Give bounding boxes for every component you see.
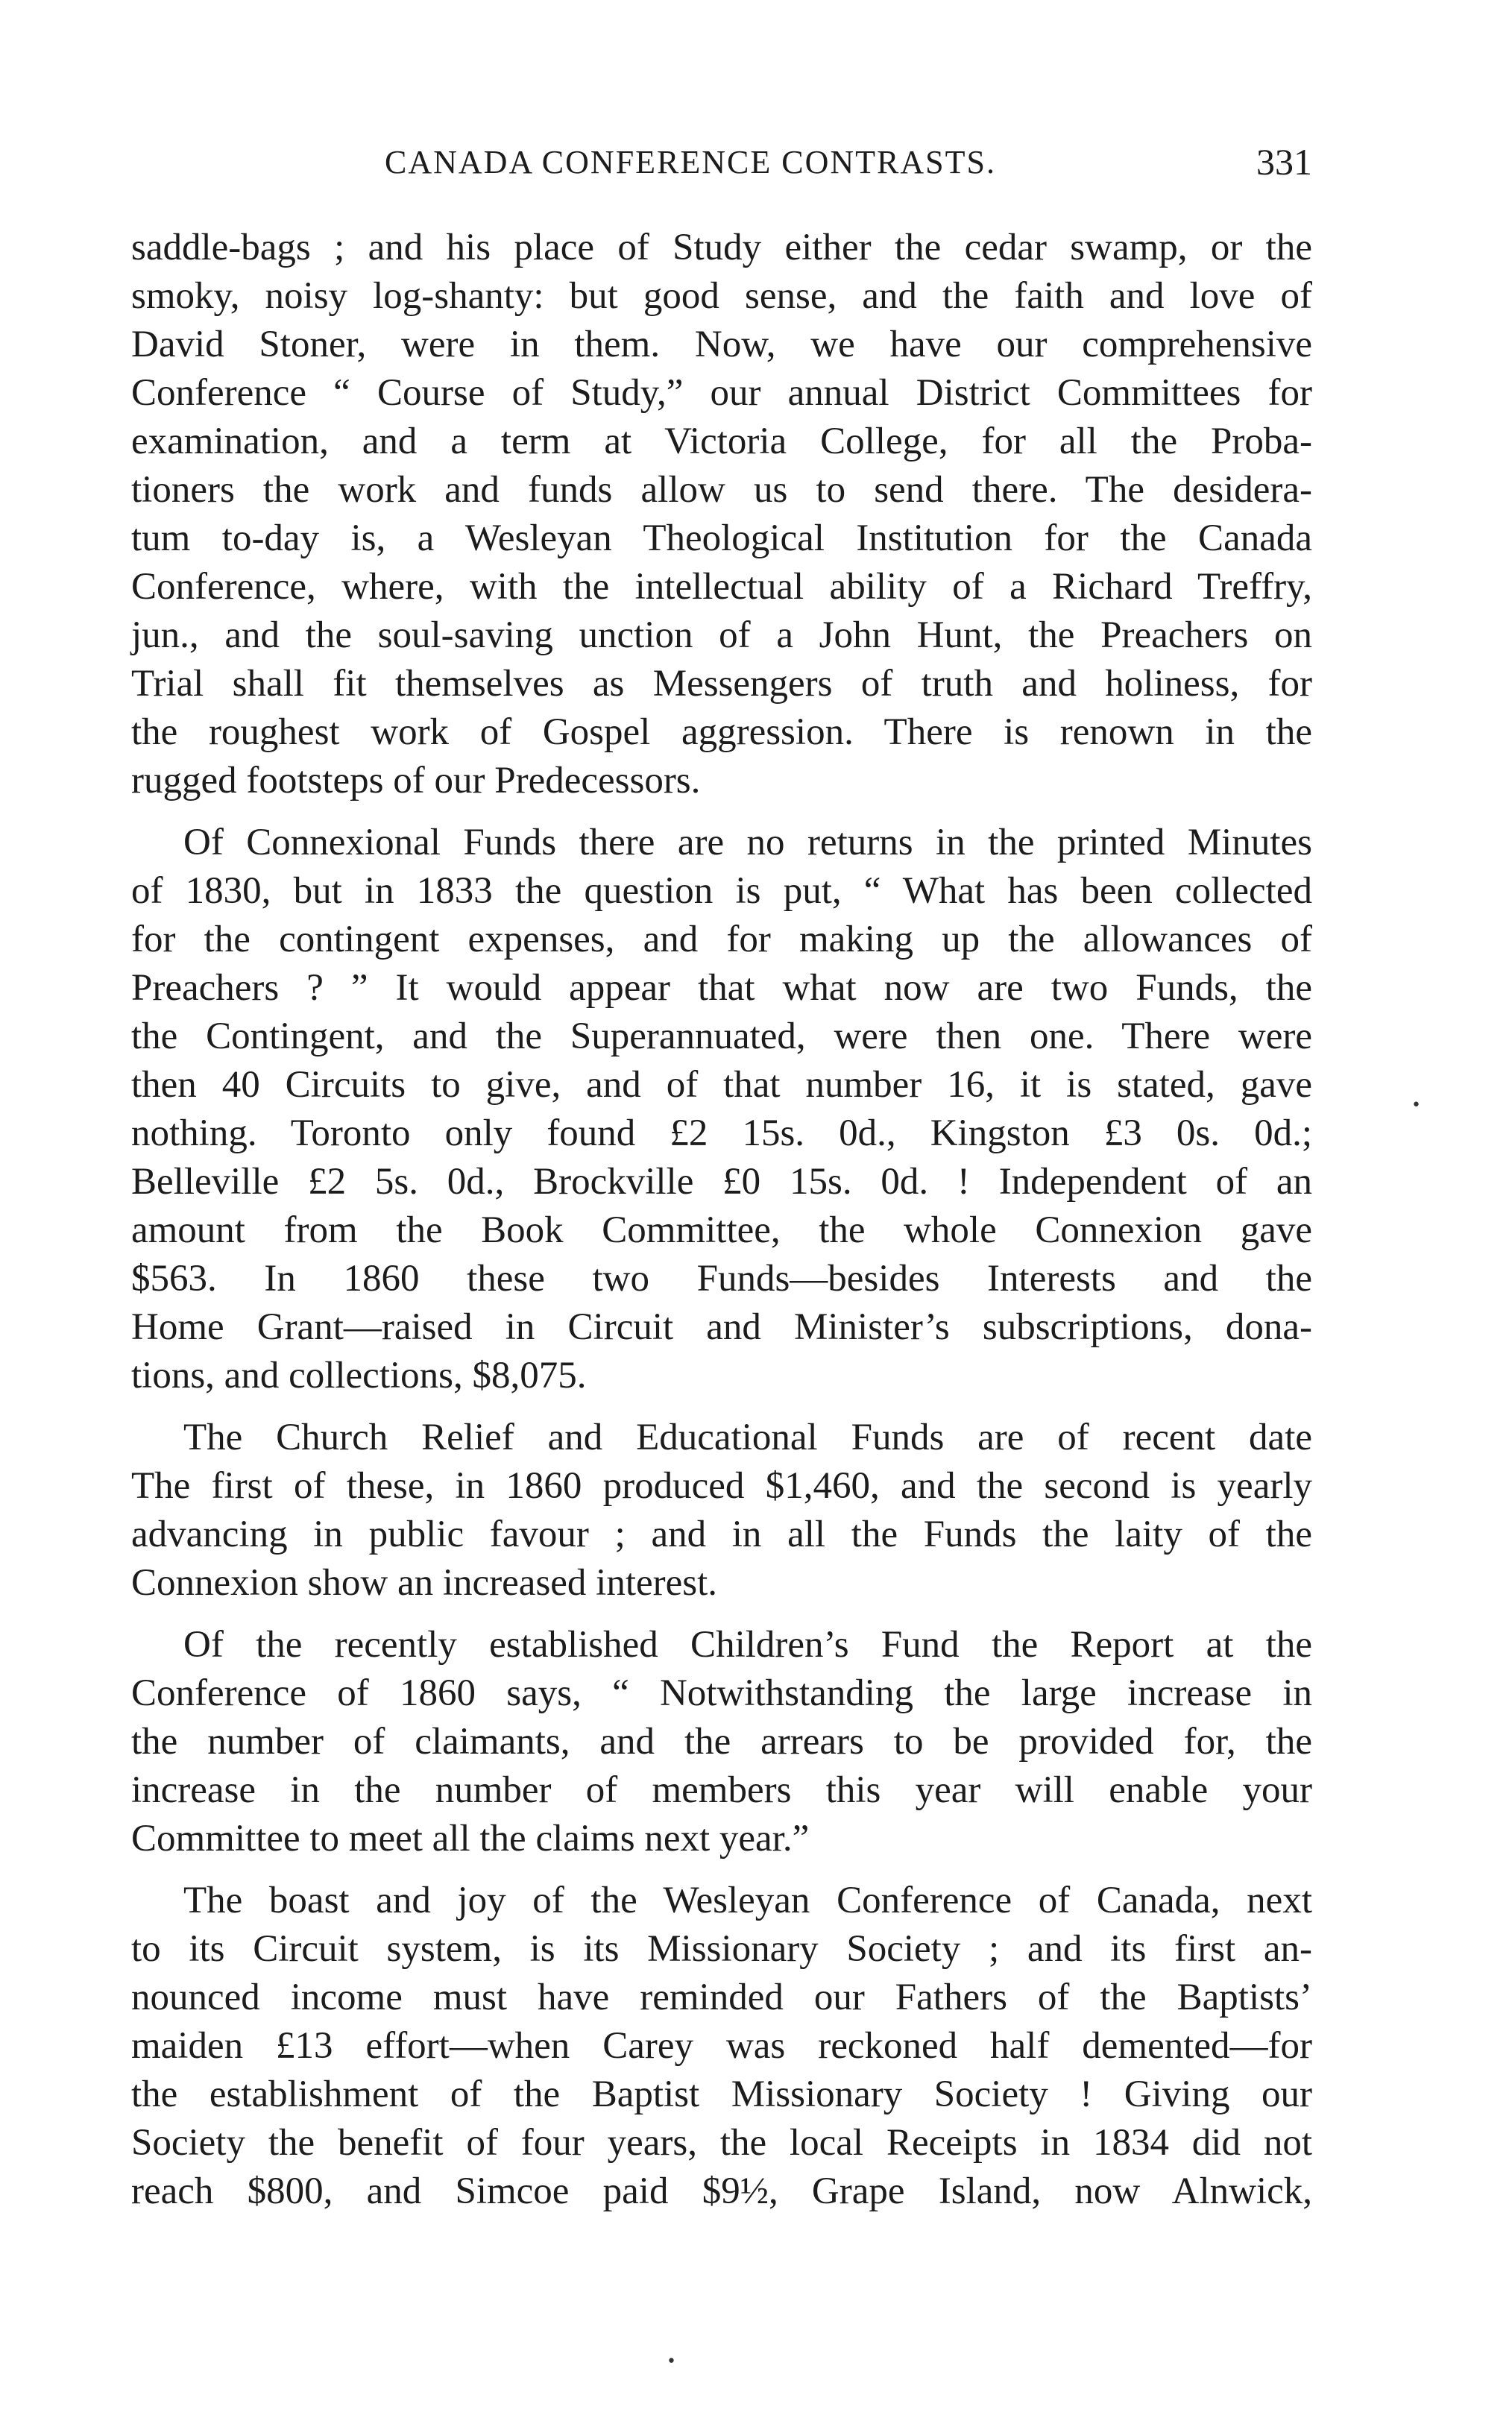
text-line: tions, and collections, $8,075. [131,1355,587,1396]
margin-dot: • [1411,1096,1421,1115]
text-line: maiden £13 effort—when Carey was reckoned half demented—for [131,2025,1312,2067]
text-line: tum to-day is, a Wesleyan Theological Institution for the Canada [131,517,1312,559]
text-line: of 1830, but in 1833 the question is put, “ What has been collected [131,870,1312,912]
text-line: then 40 Circuits to give, and of that number 16, it is stated, gave [131,1064,1312,1106]
text-line: Home Grant—raised in Circuit and Minister’s subscriptions, dona- [131,1306,1312,1348]
text-line: the number of claimants, and the arrears to be provided for, the [131,1721,1312,1763]
text-line: for the contingent expenses, and for making up the allowances of [131,919,1312,960]
text-line: rugged footsteps of our Predecessors. [131,760,701,802]
text-line: the Contingent, and the Superannuated, were then one. There were [131,1015,1312,1057]
text-line: reach $800, and Simcoe paid $9½, Grape Island, now Alnwick, [131,2170,1312,2212]
text-line: Committee to meet all the claims next year.” [131,1818,810,1860]
text-line: Preachers ? ” It would appear that what now are two Funds, the [131,967,1312,1009]
text-line: increase in the number of members this year will enable your [131,1769,1312,1811]
text-line: saddle-bags ; and his place of Study either the cedar swamp, or the [131,227,1312,268]
text-line: smoky, noisy log-shanty: but good sense, and the faith and love of [131,275,1312,317]
text-line: Conference of 1860 says, “ Notwithstanding the large increase in [131,1672,1312,1714]
footer-dot: • [667,2352,676,2371]
running-head [131,143,1312,195]
text-line: jun., and the soul-saving unction of a John Hunt, the Preachers on [131,614,1312,656]
text-line: tioners the work and funds allow us to send there. The desidera- [131,469,1312,511]
text-line: Belleville £2 5s. 0d., Brockville £0 15s. 0d. ! Independent of an [131,1161,1312,1203]
text-line: nounced income must have reminded our Fathers of the Baptists’ [131,1977,1312,2018]
running-title: CANADA CONFERENCE CONTRASTS. [385,144,996,180]
body-text [131,224,1312,2216]
text-line: to its Circuit system, is its Missionary Society ; and its first an- [131,1928,1312,1970]
text-line: David Stoner, were in them. Now, we have our comprehensive [131,324,1312,365]
text-line: $563. In 1860 these two Funds—besides Interests and the [131,1258,1312,1300]
text-line: Of Connexional Funds there are no returns in the printed Minutes [183,822,1312,863]
paragraph-gap [131,805,1312,819]
text-line: Of the recently established Children’s Fund the Report at the [183,1624,1312,1666]
text-line: examination, and a term at Victoria College, for all the Proba- [131,421,1312,462]
paragraph-gap [131,1863,1312,1877]
text-line: amount from the Book Committee, the whole Connexion gave [131,1209,1312,1251]
text-line: Trial shall fit themselves as Messengers of truth and holiness, for [131,663,1312,705]
text-line: nothing. Toronto only found £2 15s. 0d., Kingston £3 0s. 0d.; [131,1112,1312,1154]
paragraph-gap [131,1400,1312,1414]
text-line: the establishment of the Baptist Missionary Society ! Giving our [131,2073,1312,2115]
text-line: The first of these, in 1860 produced $1,460, and the second is yearly [131,1465,1312,1507]
text-line: The Church Relief and Educational Funds are of recent date [183,1417,1312,1458]
text-line: The boast and joy of the Wesleyan Conference of Canada, next [183,1880,1312,1921]
page-number: 331 [1256,141,1312,183]
paragraph-gap [131,1607,1312,1621]
text-line: Conference, where, with the intellectual ability of a Richard Treffry, [131,566,1312,608]
text-line: Connexion show an increased interest. [131,1562,718,1604]
text-line: Conference “ Course of Study,” our annual District Committees for [131,372,1312,414]
text-line: the roughest work of Gospel aggression. There is renown in the [131,711,1312,753]
text-line: Society the benefit of four years, the local Receipts in 1834 did not [131,2122,1312,2164]
text-line: advancing in public favour ; and in all the Funds the laity of the [131,1514,1312,1555]
